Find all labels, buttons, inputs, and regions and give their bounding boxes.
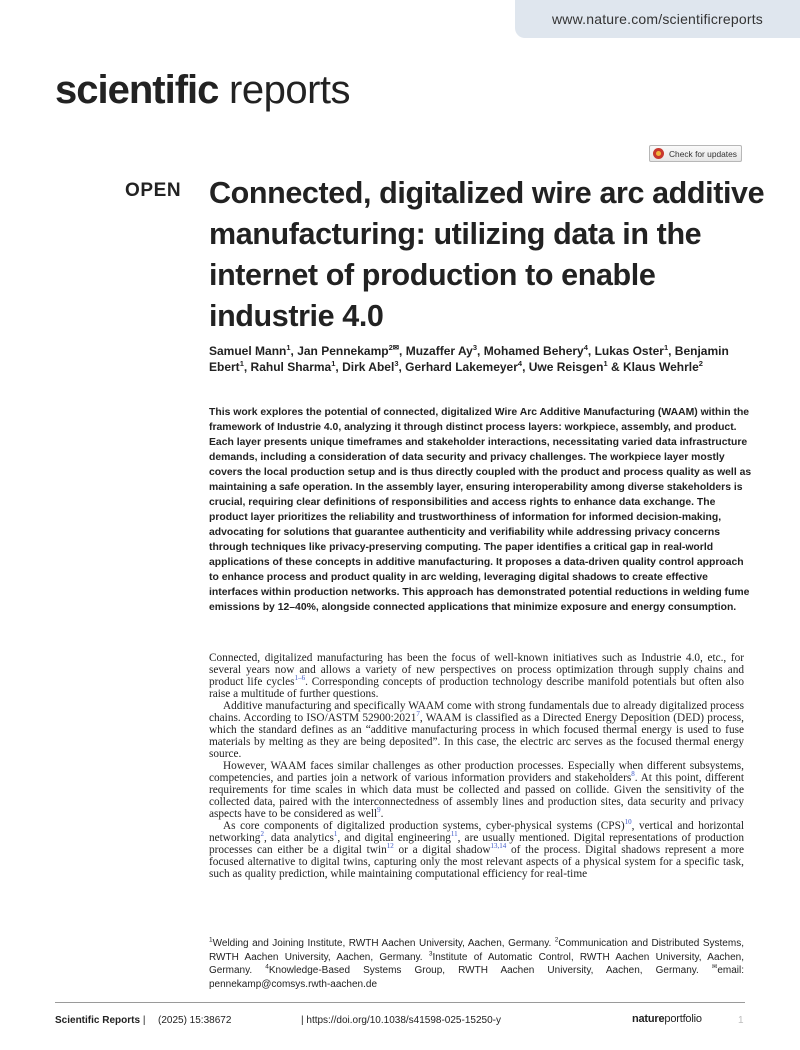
check-for-updates-label: Check for updates: [669, 148, 737, 159]
text-run: Knowledge-Based Systems Group, RWTH Aachen University, Aachen, Germany.: [268, 965, 712, 976]
author-separator: ,: [335, 359, 343, 374]
affiliation-mark: 3: [428, 950, 433, 958]
abstract: This work explores the potential of connected, digitalized Wire Arc Additive Manufacturing (WAAM) within the framework of Industrie 4.0, analyzing it through distinct process layers: workpiece, assembly, and product. Each layer presents unique timeframes and stakeholder interactions, necessitating varied data infrastructure demands, including a consideration of data security and privacy challenges. The workpiece layer mostly covers the local production setup and is thus directly coupled with the product and process quality as well as maintaining a safe operation. In the assembly layer, ensuring interoperability among diverse stakeholders is crucial, requiring clear definitions of responsibilities and access rights to enhance data exchange. The product layer prioritizes the reliability and trustworthiness of information for informed decision-making, advocating for solutions that guarantee authenticity and verifiability while addressing privacy concerns through techniques like privacy-preserving computing. The paper identifies a critical gap in real-world applications of these concepts in additive manufacturing. It proposes a data-driven quality control approach to enhance process and product quality in arc welding, leveraging digital shadows to create effective interfaces within production networks. This approach has demonstrated potential reductions in welding fume emissions by 12–40%, alongside connected applications that minimize exposure and energy consumption.: [209, 407, 752, 613]
author-affiliation-mark: 2: [698, 358, 703, 368]
affiliation-mark: ✉: [711, 963, 718, 971]
text-run: Additive manufacturing and specifically WAAM come with strong fundamentals due to already digitalized process chains. According to ISO/ASTM 52900:2021: [209, 700, 744, 725]
author-affiliation-mark: 1: [331, 358, 336, 368]
author-affiliation-mark: 2✉: [388, 343, 400, 352]
affiliation-mark: 1: [209, 936, 213, 944]
author-affiliation-mark: 1: [239, 358, 244, 368]
author-list: [209, 344, 769, 375]
author-name[interactable]: Uwe Reisgen: [528, 359, 604, 374]
affiliations: [209, 937, 744, 991]
author-name[interactable]: Lukas Oster: [594, 344, 664, 358]
text-run: As core components of digitalized production systems, cyber-physical systems (CPS): [223, 820, 625, 833]
citation-link[interactable]: 13,14: [490, 842, 507, 851]
text-run: , vertical and horizontal networking: [209, 820, 745, 845]
text-run: .: [380, 807, 384, 820]
citation-link[interactable]: 1–6: [294, 674, 306, 683]
citation-link[interactable]: 7: [416, 710, 420, 719]
page-number: 1: [738, 1015, 744, 1026]
author-affiliation-mark: 4: [517, 358, 523, 368]
author-affiliation-mark: 3: [472, 343, 478, 352]
journal-logo-light: reports: [229, 68, 351, 112]
journal-url[interactable]: www.nature.com/scientificreports: [515, 0, 800, 38]
text-run: , WAAM is classified as a Directed Energy Deposition (DED) process, which the standard defines as an “additive manufacturing process in which focused thermal energy is used to fuse materials by melting as they are being deposited”. In this case, the electric arc serves as the focused thermal energy source.: [209, 712, 744, 760]
article-title: Connected, digitalized wire arc additive manufacturing: utilizing data in the internet of production to enable industrie 4.0: [209, 176, 765, 333]
text-run: of the process. Digital shadows represent a more focused alternative to digital twins, capturing only the most relevant aspects of a physical system for a specific task, such as quality prediction, while maintaining computational efficiency for real-time: [209, 844, 744, 880]
author-separator: ,: [477, 344, 484, 358]
body-text: [209, 653, 744, 881]
author-affiliation-mark: 1: [663, 343, 669, 352]
text-run: , are usually mentioned. Digital representations of production processes can either be a digital twin: [209, 832, 744, 856]
journal-logo: [55, 68, 350, 112]
author-name[interactable]: Mohamed Behery: [483, 344, 584, 358]
text-run: Communication and Distributed Systems, RWTH Aachen University, Aachen, Germany.: [209, 938, 744, 963]
text-run: Connected, digitalized manufacturing has been the focus of well-known initiatives such as Industrie 4.0, etc., for several years now and allows a variety of new perspectives on process optimization through supply chains and product life cycles: [209, 652, 744, 688]
journal-logo-bold: scientific: [55, 68, 219, 112]
citation-link[interactable]: 9: [377, 806, 381, 815]
author-affiliation-mark: 1: [603, 358, 608, 368]
author-name[interactable]: Samuel Mann: [209, 344, 287, 358]
brand-bold: nature: [632, 1013, 665, 1025]
author-separator: ,: [398, 359, 406, 374]
footer-separator: |: [142, 1015, 146, 1026]
author-separator: ,: [522, 359, 529, 374]
check-for-updates-button[interactable]: [649, 145, 742, 162]
author-name[interactable]: Klaus Wehrle: [622, 359, 699, 374]
author-name[interactable]: Gerhard Lakemeyer: [405, 359, 518, 374]
author-name[interactable]: Dirk Abel: [342, 359, 395, 374]
text-run: . Corresponding concepts of production technology describe manifold potentials but often also raise a multitude of further questions.: [209, 675, 744, 700]
open-access-label: OPEN: [125, 180, 182, 201]
text-run: , data analytics: [263, 832, 334, 845]
footer-citation: (2025) 15:38672: [158, 1015, 232, 1026]
citation-link[interactable]: 8: [631, 770, 635, 779]
author-separator: ,: [290, 344, 298, 358]
author-affiliation-mark: 3: [394, 358, 399, 368]
text-run: Institute of Automatic Control, RWTH Aachen University, Aachen, Germany.: [209, 951, 744, 976]
text-run: , and digital engineering: [337, 832, 451, 845]
affiliation-mark: 4: [265, 963, 269, 971]
author-name[interactable]: Benjamin Ebert: [209, 344, 729, 374]
crossmark-icon: [653, 148, 664, 159]
text-run: However, WAAM faces similar challenges as other production processes. Especially when different subsystems, competencies, and parties join a network of various information providers and stakeholders: [209, 760, 744, 785]
author-name[interactable]: Muzaffer Ay: [405, 344, 473, 358]
brand-light: portfolio: [664, 1013, 702, 1025]
text-run: . At this point, different requirements for time scales in which data must be collected and passed on collide. Given the sensitivity of the collected data, paired with the interconnectedness of assembly lines and production sites, data security and privacy aspects have to be considered as well: [209, 772, 744, 820]
author-separator: ,: [587, 344, 595, 358]
nature-portfolio-logo: [632, 1013, 702, 1025]
author-affiliation-mark: 4: [583, 343, 588, 352]
footer-divider: [55, 1002, 745, 1003]
footer-journal: Scientific Reports |: [55, 1015, 146, 1026]
citation-link[interactable]: 12: [386, 842, 394, 851]
citation-link[interactable]: 10: [624, 818, 632, 827]
author-separator: ,: [399, 344, 406, 358]
citation-link[interactable]: 1: [333, 830, 338, 839]
body-paragraph: [209, 818, 745, 881]
body-paragraph: [209, 701, 744, 761]
text-run: email: pennekamp@comsys.rwth-aachen.de: [209, 965, 745, 990]
body-paragraph: [209, 653, 744, 701]
author-separator: &: [607, 359, 623, 374]
author-separator: ,: [243, 359, 251, 374]
affiliation-mark: 2: [554, 936, 559, 944]
author-name[interactable]: Rahul Sharma: [250, 359, 332, 374]
citation-link[interactable]: 2: [260, 830, 264, 839]
author-name[interactable]: Jan Pennekamp: [297, 344, 389, 358]
text-run: Welding and Joining Institute, RWTH Aachen University, Aachen, Germany.: [212, 938, 555, 949]
citation-link[interactable]: 11: [450, 830, 458, 839]
footer-doi-link[interactable]: | https://doi.org/10.1038/s41598-025-15250-y: [301, 1015, 501, 1026]
body-paragraph: [209, 761, 744, 821]
text-run: or a digital shadow: [393, 844, 491, 856]
author-separator: ,: [668, 344, 675, 358]
author-affiliation-mark: 1: [286, 343, 291, 352]
